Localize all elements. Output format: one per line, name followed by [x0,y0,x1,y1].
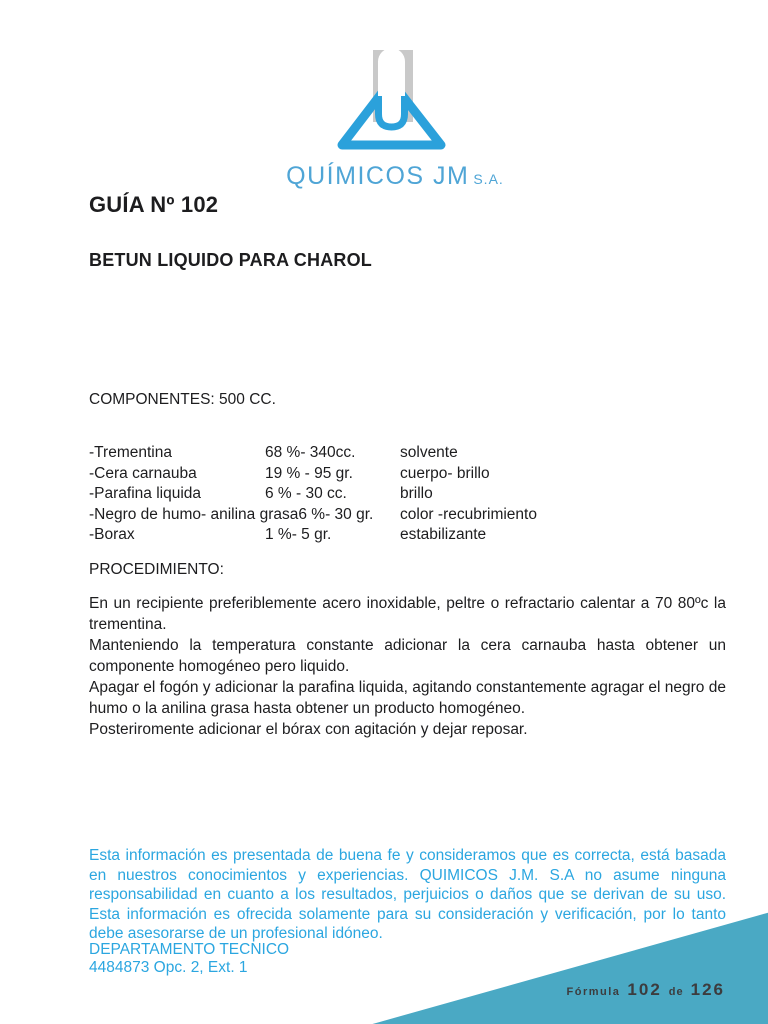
component-amount: 19 % - 95 gr. [265,464,353,482]
component-function: brillo [400,485,433,502]
procedure-paragraph: Posteriromente adicionar el bórax con agitación y dejar reposar. [89,721,528,738]
department-phone: 4484873 Opc. 2, Ext. 1 [89,958,248,976]
component-function: color -recubrimiento [400,505,537,523]
component-row [89,444,709,465]
department-block [89,941,289,976]
formula-number: 102 [627,980,662,999]
brand-name: QUÍMICOS JM [286,162,470,190]
formula-total: 126 [690,980,725,999]
component-row [89,465,709,486]
component-name: -Negro de humo- anilina grasa [89,505,299,523]
product-title: BETUN LIQUIDO PARA CHAROL [89,250,372,270]
flask-tube [378,48,405,127]
component-amount: 68 %- 340cc. [265,444,356,461]
component-row [89,526,709,547]
formula-counter [567,980,726,1000]
component-amount: 6 % - 30 cc. [265,485,347,502]
component-name: -Parafina liquida [89,485,202,502]
component-amount: 6 %- 30 gr. [298,505,374,523]
formula-label: Fórmula [566,986,621,998]
brand-wordmark [250,162,540,191]
component-function: cuerpo- brillo [400,464,490,482]
component-function: solvente [400,444,458,461]
component-name: -Borax [89,526,135,543]
disclaimer-text: Esta información es presentada de buena fe y consideramos que es correcta, está basada en nuestros conocimientos y experiencias. QUIMICOS J.M. S.A no asume ninguna responsabilidad en cuanto a los resultados, perjuicios o daños que se derivan de su uso. Esta información es ofrecida solamente para su consideración y verificación, por lo tanto debe asesorarse de un profesional idóneo. [89,847,726,942]
department-name: DEPARTAMENTO TECNICO [89,941,290,958]
component-row [89,485,709,506]
procedure-paragraph: Manteniendo la temperatura constante adicionar la cera carnauba hasta obtener un componente homogéneo pero liquido. [89,637,726,675]
component-row [89,506,709,527]
components-table [89,444,709,547]
procedure-paragraph: En un recipiente preferiblemente acero inoxidable, peltre o refractario calentar a 70 80ºc la trementina. [89,595,726,633]
components-heading: COMPONENTES: 500 CC. [89,391,276,408]
procedure-paragraph: Apagar el fogón y adicionar la parafina liquida, agitando constantemente agragar el negro de humo o la anilina grasa hasta obtener un producto homogéneo. [89,679,726,717]
component-name: -Cera carnauba [89,464,197,482]
guide-title: GUÍA Nº 102 [89,192,219,217]
flask-logo-icon [334,48,454,154]
procedure-text [89,593,726,740]
component-function: estabilizante [400,526,487,543]
brand-suffix: S.A. [473,171,504,187]
formula-of-label: de [668,986,684,998]
component-name: -Trementina [89,444,172,461]
component-amount: 1 %- 5 gr. [265,526,332,543]
procedure-heading: PROCEDIMIENTO: [89,561,224,578]
